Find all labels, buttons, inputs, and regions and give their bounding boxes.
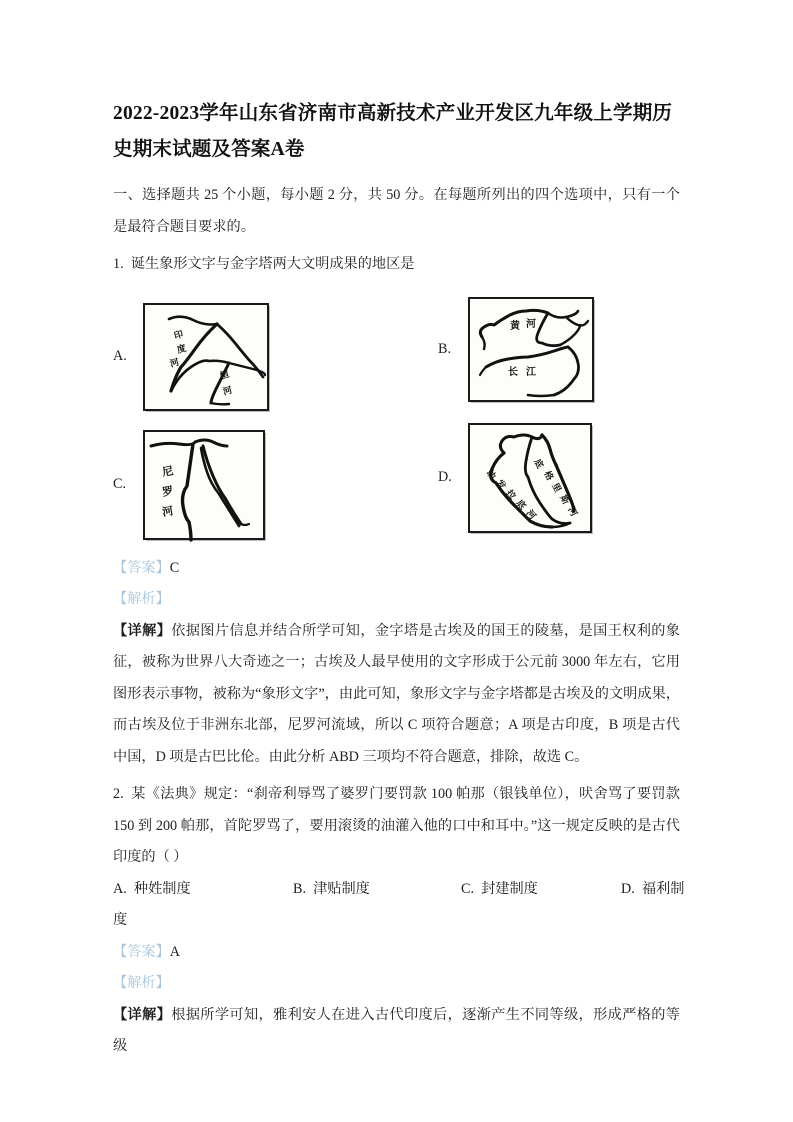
svg-text:里: 里	[550, 480, 564, 494]
figure-option-c-label: C.	[113, 476, 127, 493]
map-label-yellow-river: 黄	[510, 320, 520, 332]
figure-option-c[interactable]	[113, 430, 265, 540]
option-d-text: 福利制	[641, 880, 685, 897]
map-yellow-yangtze	[468, 297, 594, 402]
option-c[interactable]	[461, 874, 538, 906]
figure-option-d[interactable]	[438, 423, 592, 533]
map-label-nile: 尼	[161, 464, 175, 479]
map-nile	[143, 430, 265, 540]
question-1-figure-options	[113, 295, 680, 553]
answer-marker: 【答案】	[113, 559, 170, 576]
figure-option-a[interactable]	[113, 303, 269, 411]
map-indus-ganges	[143, 303, 269, 411]
svg-text:河: 河	[566, 504, 580, 518]
option-d-label: D.	[621, 880, 635, 897]
question-1-answer	[113, 553, 680, 585]
section-intro: 一、选择题共 25 个小题，每小题 2 分，共 50 分。在每题所列出的四个选项中，只有一个是最符合题目要求的。	[113, 187, 680, 235]
question-1-analysis-marker	[113, 584, 680, 616]
option-a-text: 种姓制度	[133, 880, 191, 897]
question-1-detail	[113, 616, 680, 774]
svg-text:江: 江	[526, 366, 536, 378]
figure-option-b[interactable]	[438, 297, 594, 402]
figure-option-a-label: A.	[113, 348, 127, 365]
svg-text:河: 河	[161, 504, 175, 519]
option-b-label: B.	[293, 880, 307, 897]
figure-option-b-label: B.	[438, 340, 452, 357]
option-c-label: C.	[461, 880, 475, 897]
svg-text:河: 河	[526, 318, 536, 330]
svg-text:底: 底	[514, 497, 528, 511]
question-2-detail-text: 根据所学可知，雅利安人在进入古代印度后，逐渐产生不同等级，形成严格的等级	[113, 1006, 680, 1055]
question-1-text: 诞生象形文字与金字塔两大文明成果的地区是	[130, 256, 415, 273]
analysis-marker: 【解析】	[113, 591, 170, 608]
option-b-text: 津贴制度	[313, 880, 370, 897]
map-label-indus: 印	[172, 328, 185, 341]
option-d[interactable]	[621, 874, 684, 906]
page-title: 2022-2023学年山东省济南市高新技术产业开发区九年级上学期历史期末试题及答案A卷	[113, 103, 673, 161]
answer-marker-2: 【答案】	[113, 943, 170, 960]
question-2-answer	[113, 937, 680, 969]
svg-text:河: 河	[221, 384, 234, 397]
option-a[interactable]	[113, 874, 191, 906]
map-label-tigris: 底	[532, 456, 546, 470]
question-1-number: 1.	[113, 256, 124, 273]
map-label-ganges: 恒	[218, 368, 231, 381]
figure-option-d-label: D.	[438, 469, 452, 486]
question-2-answer-value: A	[169, 943, 181, 960]
svg-text:斯: 斯	[558, 492, 572, 506]
map-tigris-euphrates	[468, 423, 592, 533]
svg-text:罗: 罗	[161, 484, 175, 499]
svg-text:拉: 拉	[504, 487, 518, 501]
option-d-wrap: 度	[113, 912, 128, 929]
svg-text:河: 河	[168, 356, 181, 369]
map-label-yangtze: 长	[508, 366, 518, 378]
question-2-number: 2.	[113, 786, 124, 803]
question-1-detail-text: 依据图片信息并结合所学可知，金字塔是古埃及的国王的陵墓，是国王权利的象征，被称为世界八大奇迹之一；古埃及人最早使用的文字形成于公元前 3000 年左右，它用图形表示事物，被称为“象形文字”，由此可知，象形文字与金字塔都是古埃及的文明成果，而古埃及位于非洲东北部，尼罗河流域，所以 C 项符合题意；A 项是古印度，B 项是古代中国，D 项是古巴比伦。由此分析 ABD 三项均不符合题意，排除，故选 C。	[113, 622, 680, 765]
question-1-answer-value: C	[169, 559, 180, 576]
question-2-options	[113, 874, 685, 906]
question-2-text: 某《法典》规定：“刹帝利辱骂了婆罗门要罚款 100 帕那（银钱单位），吠舍骂了要罚款 150 到 200 帕那，首陀罗骂了，要用滚烫的油灌入他的口中和耳中。”这一规定反映的是古代印度的（ ）	[113, 786, 680, 866]
question-2-detail	[113, 1000, 680, 1063]
option-a-label: A.	[113, 880, 127, 897]
svg-text:度: 度	[175, 342, 188, 355]
svg-text:格: 格	[542, 468, 556, 482]
svg-text:发: 发	[494, 477, 508, 491]
detail-marker-2: 【详解】	[113, 1006, 172, 1023]
detail-marker: 【详解】	[113, 622, 172, 639]
question-2-analysis-marker	[113, 968, 680, 1000]
analysis-marker-2: 【解析】	[113, 975, 170, 992]
question-2-stem	[113, 779, 680, 874]
svg-text:河: 河	[524, 507, 538, 521]
map-label-euphrates: 幼	[484, 467, 498, 481]
option-b[interactable]	[293, 874, 370, 906]
question-1-stem	[113, 249, 680, 281]
options-row-spacer	[113, 874, 680, 906]
option-c-text: 封建制度	[481, 880, 538, 897]
